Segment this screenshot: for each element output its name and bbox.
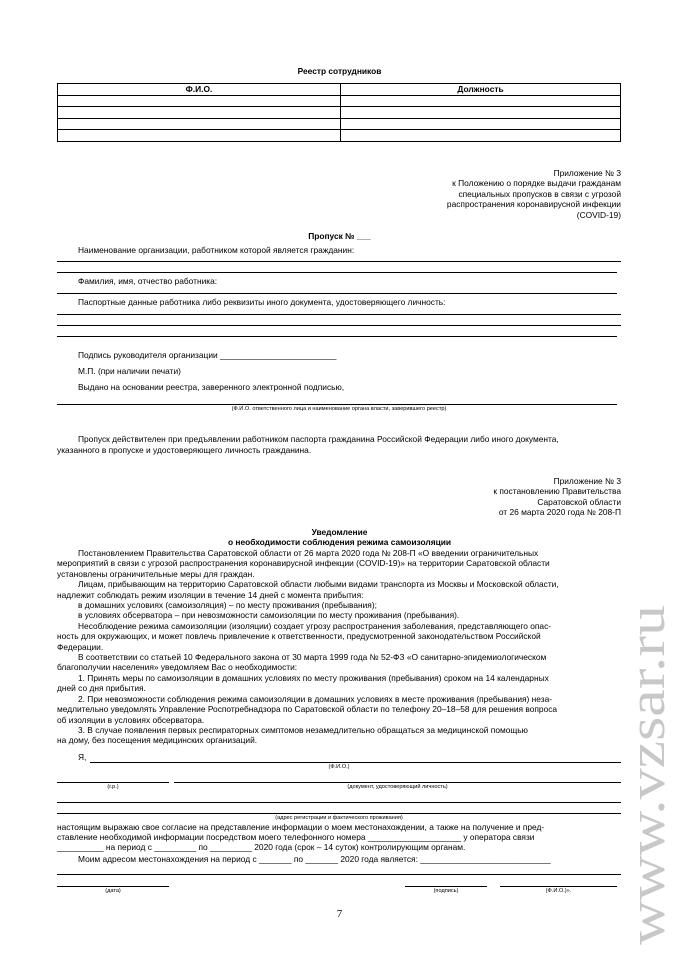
consent-line-1: настоящим выражаю свое согласие на представление информации о моем местонахождении, а также на получение и пред- <box>57 822 545 832</box>
blank-line <box>57 293 617 294</box>
caption-sign: (подпись) <box>433 888 459 894</box>
table-cell <box>341 118 621 130</box>
watermark-text: www.vzsar.ru <box>619 659 676 945</box>
caption-date: (дата) <box>105 888 121 894</box>
blank-line <box>57 813 621 814</box>
blank-line <box>57 874 621 875</box>
notice-line: надлежит соблюдать режим изоляции в течение 14 дней с момента прибытия: <box>57 589 364 600</box>
blank-line <box>174 782 621 783</box>
passport-label: Паспортные данные работника либо реквизиты иного документа, удостоверяющего личность: <box>78 297 446 307</box>
notice-line: на дому, без посещения медицинских организаций. <box>57 735 258 746</box>
table-header-row <box>58 84 621 96</box>
signature-label: Подпись руководителя организации _________________________ <box>78 350 337 360</box>
blank-line <box>57 261 621 262</box>
notice-subtitle: о необходимости соблюдения режима самоизоляции <box>227 537 452 547</box>
blank-line <box>57 782 169 783</box>
table-cell <box>58 107 341 119</box>
table-row <box>58 130 621 142</box>
appendix-line: Саратовской области <box>537 496 621 507</box>
watermark-logo <box>618 600 678 945</box>
appendix-line: распространения коронавирусной инфекции <box>446 199 621 210</box>
notice-line: В соответствии со статьей 10 Федерального закона от 30 марта 1999 года № 52-ФЗ «О санитарно-эпидемиологическом <box>78 652 547 663</box>
issued-caption: (Ф.И.О. ответственного лица и наименование органа власти, заверившего реестр) <box>231 406 447 412</box>
caption-doc: (документ, удостоверяющий личность) <box>347 784 448 790</box>
col-position-header: Должность <box>341 84 621 96</box>
validity-line-2: указанного в пропуске и удостоверяющего личность гражданина. <box>57 445 312 455</box>
consent-line-3: __________ на период с _________ по _________ 2020 года (срок – 14 суток) контролирующим органам. <box>57 842 466 852</box>
table-cell <box>58 130 341 142</box>
notice-line: 1. Принять меры по самоизоляции в домашних условиях по месту проживания (пребывания) сроком на 14 календарных <box>78 672 549 683</box>
appendix-line: от 26 марта 2020 года № 208-П <box>498 507 621 518</box>
address-line: Моим адресом местонахождения на период с _______ по _______ 2020 года является: ____________________________ <box>78 854 551 864</box>
issued-label: Выдано на основании реестра, заверенного электронной подписью, <box>78 382 345 392</box>
appendix-line: (COVID-19) <box>576 209 621 220</box>
blank-line <box>57 314 621 315</box>
blank-line <box>57 325 621 326</box>
table-cell <box>58 118 341 130</box>
table-row <box>58 95 621 107</box>
appendix-2-block <box>493 476 621 518</box>
validity-line-1: Пропуск действителен при предъявлении работником паспорта гражданина Российской Федерации либо иного документа, <box>78 434 559 444</box>
registry-title: Реестр сотрудников <box>297 66 382 76</box>
notice-line: ность для окружающих, и может повлечь привлечение к ответственности, предусмотренной законодательством Российской <box>57 631 541 642</box>
blank-line <box>500 886 617 887</box>
table-row <box>58 118 621 130</box>
notice-line: установлены ограничительные меры для граждан. <box>57 568 255 579</box>
table-cell <box>58 95 341 107</box>
ya-label: Я, <box>78 752 87 762</box>
notice-line: Постановлением Правительства Саратовской области от 26 марта 2020 года № 208-П «О введении ограничительных <box>78 548 539 558</box>
blank-line <box>405 886 487 887</box>
notice-line: дней со дня прибытия. <box>57 683 146 694</box>
table-cell <box>341 130 621 142</box>
notice-title: Уведомление <box>311 527 368 537</box>
registry-table <box>57 83 621 142</box>
blank-line <box>57 886 169 887</box>
notice-line: Лицам, прибывающим на территорию Саратовской области любыми видами транспорта из Москвы и Московской области, <box>78 579 559 590</box>
notice-body <box>57 548 621 746</box>
page-number: 7 <box>336 908 343 920</box>
caption-fio2: (Ф.И.О.)». <box>545 888 572 894</box>
appendix-1-block <box>447 168 621 220</box>
appendix-line: к Положению о порядке выдачи гражданам <box>452 178 621 189</box>
appendix-line: Приложение № 3 <box>553 476 621 486</box>
caption-year: (г.р.) <box>107 784 119 790</box>
notice-line: Несоблюдение режима самоизоляции (изоляции) создает угрозу распространения заболевания, представляющего опас- <box>78 620 552 631</box>
name-label: Фамилия, имя, отчество работника: <box>78 276 218 286</box>
notice-line: 3. В случае появления первых респираторных симптомов незамедлительно обращаться за медицинской помощью <box>78 724 528 735</box>
notice-line: в условиях обсерватора – при невозможности самоизоляции по месту проживания (пребывания). <box>78 610 460 621</box>
consent-line-2: ставление необходимой информации посредством моего телефонного номера ____________________ у оператора связи <box>57 832 535 842</box>
appendix-line: к постановлению Правительства <box>493 486 621 497</box>
appendix-line: Приложение № 3 <box>553 168 621 178</box>
notice-line: благополучии населения» уведомляем Вас о необходимости: <box>57 662 298 673</box>
stamp-label: М.П. (при наличии печати) <box>78 366 181 376</box>
blank-line <box>57 336 617 337</box>
notice-line: об изоляции в условиях обсерватора. <box>57 714 205 725</box>
table-row <box>58 107 621 119</box>
org-label: Наименование организации, работником которой является гражданин: <box>78 245 355 255</box>
notice-line: 2. При невозможности соблюдения режима самоизоляции в домашних условиях в месте проживания (пребывания) неза- <box>78 693 553 704</box>
blank-line <box>90 762 621 763</box>
pass-title: Пропуск № ___ <box>308 231 371 241</box>
notice-line: в домашних условиях (самоизоляция) – по месту проживания (пребывания); <box>78 600 377 611</box>
table-cell <box>341 107 621 119</box>
notice-line: Федерации. <box>57 641 104 652</box>
blank-line <box>57 802 621 803</box>
blank-line <box>57 272 617 273</box>
blank-line <box>57 404 617 405</box>
notice-line: медлительно уведомлять Управление Роспотребнадзора по Саратовской области по телефону 20–18–58 для решения вопроса <box>57 704 558 715</box>
table-cell <box>341 95 621 107</box>
caption-address: (адрес регистрации и фактического проживания) <box>275 815 403 821</box>
notice-line: мероприятий в связи с угрозой распространения коронавирусной инфекции (COVID-19)» на территории Саратовской области <box>57 558 550 569</box>
col-fio-header: Ф.И.О. <box>58 84 341 96</box>
caption-fio: (Ф.И.О.) <box>328 764 350 770</box>
appendix-line: специальных пропусков в связи с угрозой <box>458 188 621 199</box>
